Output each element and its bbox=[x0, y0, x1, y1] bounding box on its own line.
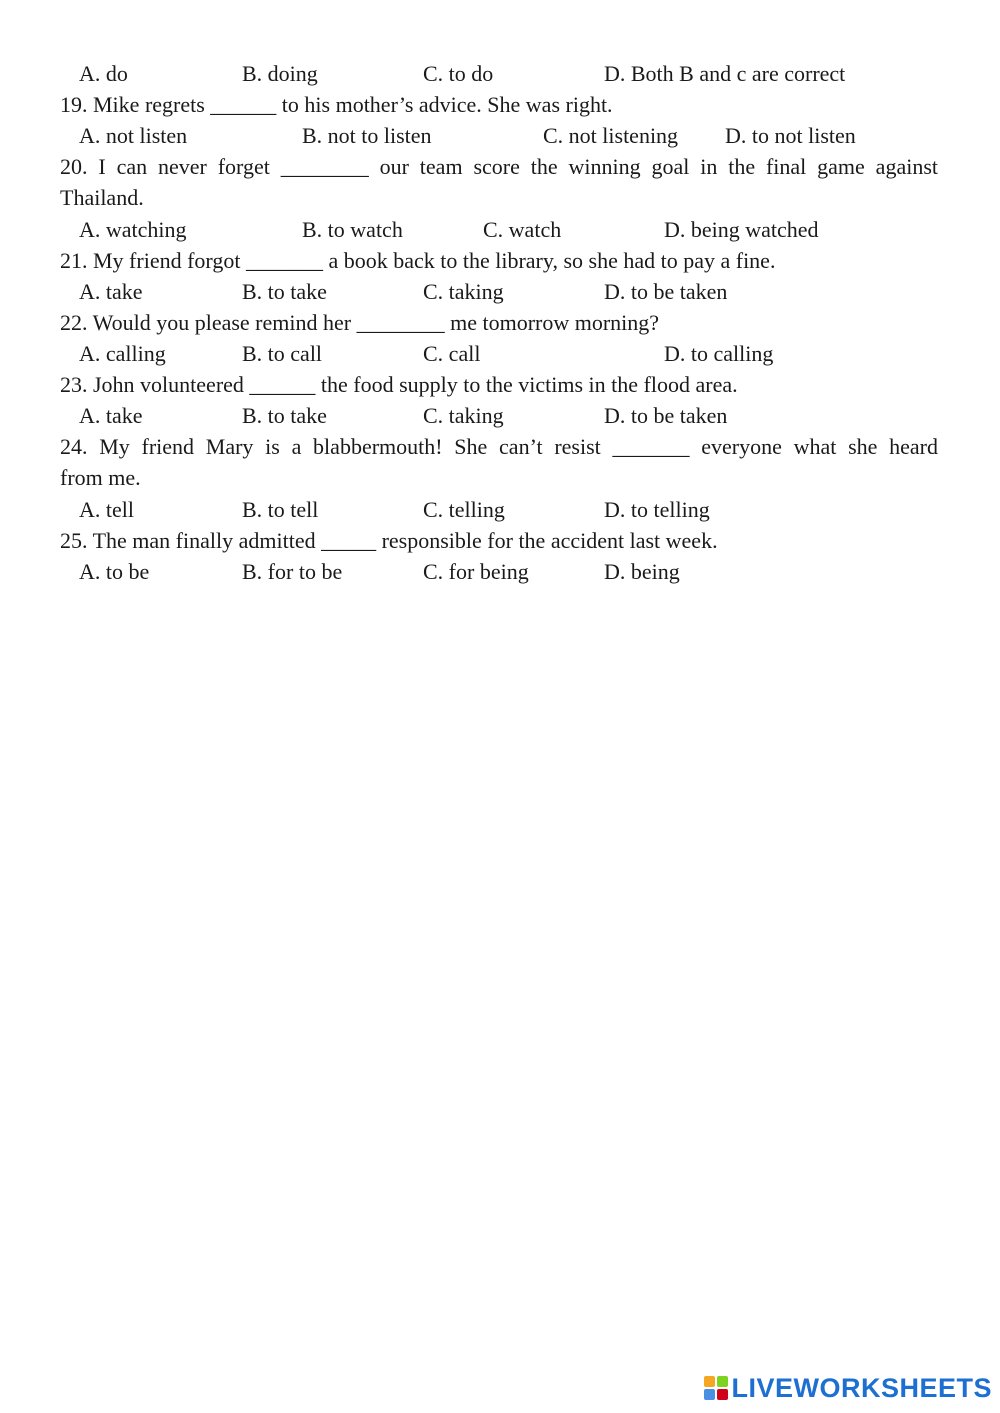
liveworksheets-logo-icon bbox=[704, 1376, 728, 1400]
q19-option-b[interactable]: B. not to listen bbox=[302, 123, 432, 148]
q23-option-a[interactable]: A. take bbox=[79, 403, 143, 428]
q20-stem-line-1: 20. I can never forget ________ our team score the winning goal in the final game against bbox=[60, 154, 938, 179]
logo-cell-3 bbox=[704, 1389, 715, 1400]
logo-cell-1 bbox=[704, 1376, 715, 1387]
q18-option-c[interactable]: C. to do bbox=[423, 61, 494, 86]
q22-option-a[interactable]: A. calling bbox=[79, 341, 166, 366]
q24-option-b[interactable]: B. to tell bbox=[242, 497, 319, 522]
q18-option-a[interactable]: A. do bbox=[79, 61, 128, 86]
q21-option-d[interactable]: D. to be taken bbox=[604, 279, 728, 304]
q20-option-b[interactable]: B. to watch bbox=[302, 217, 403, 242]
q20-option-d[interactable]: D. being watched bbox=[664, 217, 819, 242]
liveworksheets-brand bbox=[704, 1371, 992, 1405]
q19-option-c[interactable]: C. not listening bbox=[543, 123, 679, 148]
q18-option-b[interactable]: B. doing bbox=[242, 61, 318, 86]
q23-option-c[interactable]: C. taking bbox=[423, 403, 504, 428]
q20-option-c[interactable]: C. watch bbox=[483, 217, 562, 242]
brand-wordmark: LIVEWORKSHEETS bbox=[731, 1372, 992, 1403]
q18-option-d[interactable]: D. Both B and c are correct bbox=[604, 61, 846, 86]
q20-stem-line-2: Thailand. bbox=[60, 185, 144, 210]
q21-option-a[interactable]: A. take bbox=[79, 279, 143, 304]
q22-stem: 22. Would you please remind her ________ me tomorrow morning? bbox=[60, 310, 660, 335]
q21-option-b[interactable]: B. to take bbox=[242, 279, 327, 304]
q22-option-b[interactable]: B. to call bbox=[242, 341, 323, 366]
q24-option-c[interactable]: C. telling bbox=[423, 497, 505, 522]
q19-stem: 19. Mike regrets ______ to his mother’s advice. She was right. bbox=[60, 92, 613, 117]
q20-option-a[interactable]: A. watching bbox=[79, 217, 187, 242]
q24-stem-line-1: 24. My friend Mary is a blabbermouth! She can’t resist _______ everyone what she heard bbox=[60, 434, 938, 459]
logo-cell-2 bbox=[717, 1376, 728, 1387]
q25-option-d[interactable]: D. being bbox=[604, 559, 680, 584]
q24-option-a[interactable]: A. tell bbox=[79, 497, 134, 522]
q21-stem: 21. My friend forgot _______ a book back to the library, so she had to pay a fine. bbox=[60, 248, 776, 273]
q23-option-d[interactable]: D. to be taken bbox=[604, 403, 728, 428]
q19-option-d[interactable]: D. to not listen bbox=[725, 123, 856, 148]
q22-option-c[interactable]: C. call bbox=[423, 341, 481, 366]
q19-option-a[interactable]: A. not listen bbox=[79, 123, 188, 148]
q25-option-a[interactable]: A. to be bbox=[79, 559, 150, 584]
q24-option-d[interactable]: D. to telling bbox=[604, 497, 710, 522]
q21-option-c[interactable]: C. taking bbox=[423, 279, 504, 304]
q25-option-c[interactable]: C. for being bbox=[423, 559, 529, 584]
q24-stem-line-2: from me. bbox=[60, 465, 141, 490]
q25-stem: 25. The man finally admitted _____ responsible for the accident last week. bbox=[60, 528, 718, 553]
logo-cell-4 bbox=[717, 1389, 728, 1400]
q25-option-b[interactable]: B. for to be bbox=[242, 559, 343, 584]
q23-option-b[interactable]: B. to take bbox=[242, 403, 327, 428]
q22-option-d[interactable]: D. to calling bbox=[664, 341, 774, 366]
q23-stem: 23. John volunteered ______ the food supply to the victims in the flood area. bbox=[60, 372, 738, 397]
